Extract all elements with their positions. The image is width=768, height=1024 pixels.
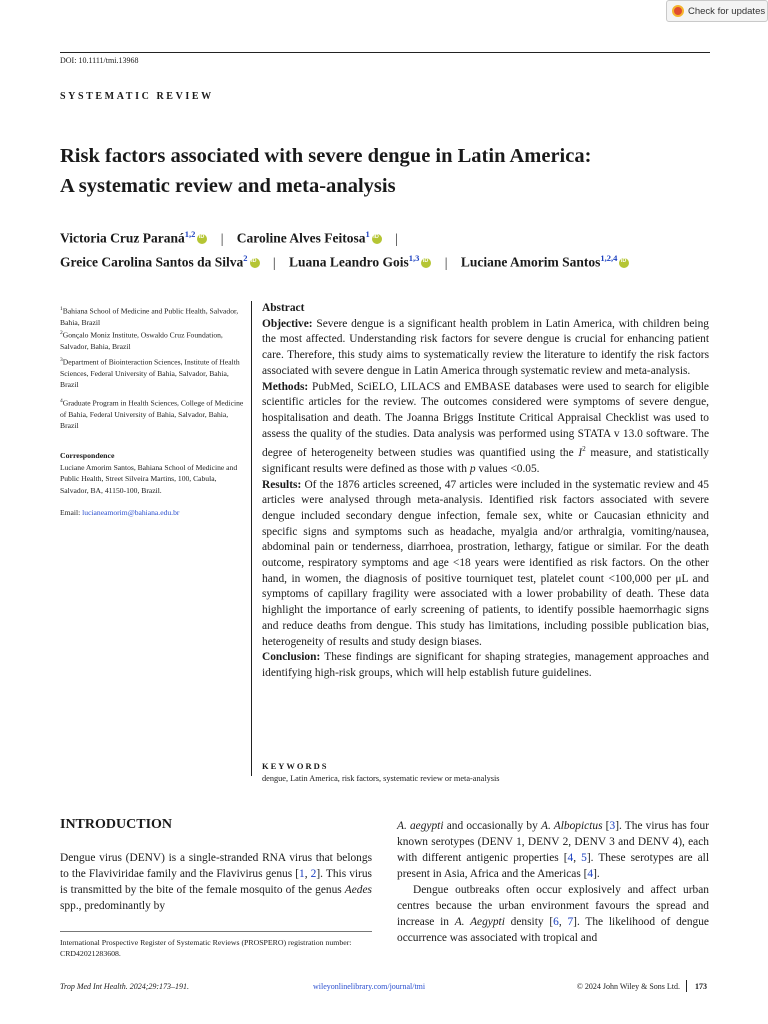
page-number: 173 <box>695 981 707 991</box>
correspondence-email <box>60 508 179 517</box>
check-for-updates-button[interactable] <box>666 0 768 22</box>
abstract <box>262 301 709 682</box>
orcid-icon[interactable] <box>197 234 207 244</box>
intro-column-left: Dengue virus (DENV) is a single-stranded RNA virus that belongs to the Flaviviridae family and the Flavivirus genus [1, 2]. This virus is transmitted by the bite of the female mosquito of the genus Aedes spp., predominantly by <box>60 852 372 912</box>
reference-link[interactable]: 1 <box>299 868 305 880</box>
author-affiliation-ref: 2 <box>243 253 248 263</box>
author-name[interactable]: Greice Carolina Santos da Silva <box>60 254 244 270</box>
reference-link[interactable]: 2 <box>310 868 317 880</box>
author-affiliation-ref: 1 <box>365 229 370 239</box>
orcid-icon[interactable] <box>250 258 260 268</box>
author-affiliation-ref: 1,2 <box>184 229 196 239</box>
introduction-heading: INTRODUCTION <box>60 817 173 832</box>
affiliation: $^4$Graduate Program in Health Sciences, College of Medicine of Bahia, Federal University of Bahia, Salvador, Bahia, Brazil <box>60 398 244 431</box>
orcid-icon[interactable] <box>619 258 629 268</box>
affiliation: $^3$Department of Biointeraction Sciences, Institute of Health Sciences, Federal University of Bahia, Salvador, Bahia, Brazil <box>60 357 240 390</box>
article-title <box>60 141 700 201</box>
journal-url-link[interactable]: wileyonlinelibrary.com/journal/tmi <box>313 981 426 991</box>
abstract-objective: Objective: Severe dengue is a significant health problem in Latin America, with children being the most affected. Understanding risk factors for severe dengue is crucial for enhancing patient care. Therefore, this study aims to systematically review the literature to identify the risk factors associated with severe dengue in Latin America through systematic review and meta-analysis. <box>262 317 709 377</box>
keywords-heading: KEYWORDS <box>262 761 329 771</box>
footer-divider <box>686 980 687 992</box>
intro-column-right: A. aegypti and occasionally by A. Albopictus [3]. The virus has four known serotypes (DENV 1, DENV 2, DENV 3 and DENV 4), each with different antigenic properties [4, 5]. These serotypes are all present in Asia, Africa and the Americas [4]. Dengue outbreaks often occur explosively and affect urban centres because the urban environment favours the spread and increase in A. Aegypti density [6, 7]. The likelihood of dengue occurrence was associated with tropical and <box>397 820 709 944</box>
author-separator: | <box>272 254 276 270</box>
reference-link[interactable]: 4 <box>587 868 594 880</box>
author-name[interactable]: Victoria Cruz Paraná <box>60 230 185 246</box>
reference-link[interactable]: 4 <box>567 852 574 864</box>
author-separator: | <box>444 254 448 270</box>
correspondence-address: Luciane Amorim Santos, Bahiana School of Medicine and Public Health, Street Silveira Martins, 100, Cabula, Salvador, BA, 41150-100, Brazil. <box>60 463 238 495</box>
affiliation: $^2$Gonçalo Moniz Institute, Oswaldo Cruz Foundation, Salvador, Bahia, Brazil <box>60 330 223 351</box>
author-separator: | <box>395 230 398 246</box>
reference-link[interactable]: 7 <box>567 916 574 928</box>
reference-link[interactable]: 6 <box>553 916 559 928</box>
orcid-icon[interactable] <box>372 234 382 244</box>
abstract-results: Results: Of the 1876 articles screened, 47 articles were included in the systematic review and 45 articles were analysed through meta-analysis. Identified risk factors associated with severe dengue included secondary dengue infection, female sex, white or Caucasian ethnicity and specific signs and symptoms such as headache, myalgia and/or arthralgia, vomiting/nausea, abdominal pain or tenderness, diarrhoea, prostration, lethargy, fatigue or similar. For the death outcome, respiratory symptoms and age <18 years were identified as risk factors. On the other hand, in women, the diagnosis of positive tourniquet test, platelet count <100,000 per μL and symptoms of capillary fragility were associated with a lower probability of death. These data highlight the importance of early screening of patients, to identify possible haemorrhagic signs and reduce deaths from dengue. This study has limitations, including possible publication bias, heterogeneity of results and study design biases. <box>262 478 709 648</box>
author-line-2 <box>60 253 629 271</box>
orcid-icon[interactable] <box>421 258 431 268</box>
journal-citation: Trop Med Int Health. 2024;29:173–191. <box>60 981 190 991</box>
author-affiliation-ref: 1,3 <box>408 253 420 263</box>
email-label: Email: <box>60 508 81 517</box>
correspondence-heading: Correspondence <box>60 451 115 460</box>
update-check-icon <box>672 5 684 17</box>
abstract-divider <box>251 301 252 776</box>
reference-link[interactable]: 5 <box>581 852 587 864</box>
title-line-2: A systematic review and meta-analysis <box>60 175 396 197</box>
footnote: International Prospective Register of Systematic Reviews (PROSPERO) registration number: CRD42021283608. <box>60 938 352 958</box>
author-name[interactable]: Luciane Amorim Santos <box>460 254 601 270</box>
copyright: © 2024 John Wiley & Sons Ltd. <box>576 981 680 991</box>
page-footer <box>60 980 710 992</box>
keywords-list: dengue, Latin America, risk factors, systematic review or meta-analysis <box>262 774 500 783</box>
check-for-updates-label: Check for updates <box>688 5 766 17</box>
footnote-rule <box>60 931 372 932</box>
affiliation: $^1$Bahiana School of Medicine and Public Health, Salvador, Bahia, Brazil <box>60 306 239 327</box>
abstract-heading: Abstract <box>262 302 305 314</box>
author-separator: | <box>220 230 224 246</box>
doi: DOI: 10.1111/tmi.13968 <box>60 56 139 65</box>
author-name[interactable]: Caroline Alves Feitosa <box>236 230 366 246</box>
title-line-1: Risk factors associated with severe dengue in Latin America: <box>60 145 592 167</box>
author-line-1 <box>60 229 408 247</box>
header-rule <box>60 52 710 53</box>
abstract-conclusion: Conclusion: These findings are significant for shaping strategies, management approaches and identifying high-risk groups, which will help establish future guidelines. <box>262 651 709 679</box>
author-affiliation-ref: 1,2,4 <box>600 253 618 263</box>
article-type-label: SYSTEMATIC REVIEW <box>60 91 214 102</box>
author-name[interactable]: Luana Leandro Gois <box>288 254 409 270</box>
abstract-methods: Methods: PubMed, SciELO, LILACS and EMBASE databases were used to search for eligible scientific articles for the review. The outcomes considered were symptoms of severe dengue, hospitalisation and death. The Joanna Briggs Institute Critical Appraisal Checklist was used to assess the quality of the studies. Data analysis was performed using STATA v 13.0 software. The degree of heterogeneity between studies was quantified using the $I^2$ measure, and statistically significant results were defined as those with p values <0.05. <box>262 380 709 475</box>
email-link[interactable]: lucianeamorim@bahiana.edu.br <box>82 508 180 517</box>
reference-link[interactable]: 3 <box>609 820 616 832</box>
